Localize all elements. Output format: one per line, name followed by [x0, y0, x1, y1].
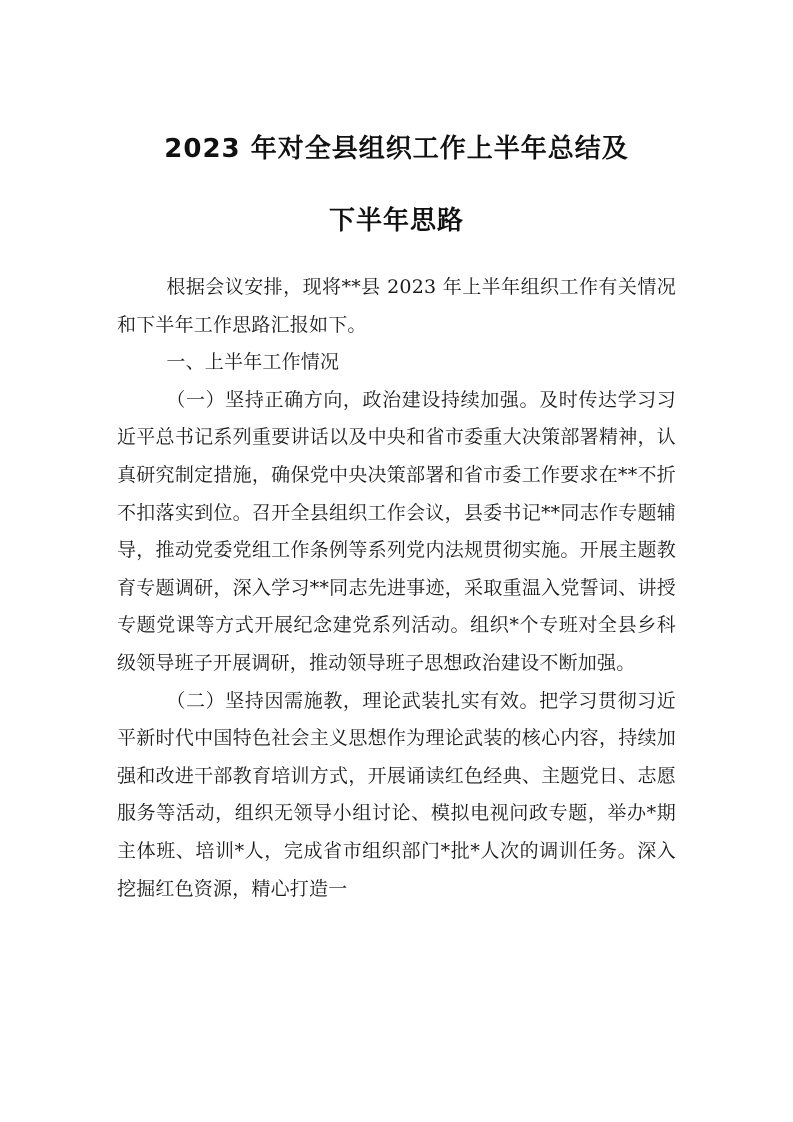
document-title-line-2: 下半年思路: [328, 206, 464, 236]
document-title-line-1: 2023 年对全县组织工作上半年总结及: [164, 134, 629, 164]
section-heading-1: 一、上半年工作情况: [166, 351, 340, 374]
paragraph-2: （二）坚持因需施教，理论武装扎实有效。把学习贯彻习近平新时代中国特色社会主义思想作为理论武装的核心内容，持续加强和改进干部教育培训方式，开展诵读红色经典、主题党日、志愿服务等活动，组织无领导小组讨论、模拟电视问政专题，举办*期主体班、培训*人，完成省市组织部门*批*人次的调训任务。深入挖掘红色资源，精心打造一: [117, 689, 676, 900]
paragraph-1: （一）坚持正确方向，政治建设持续加强。及时传达学习习近平总书记系列重要讲话以及中央和省市委重大决策部署精神，认真研究制定措施，确保党中央决策部署和省市委工作要求在**不折不扣落实到位。召开全县组织工作会议，县委书记**同志作专题辅导，推动党委党组工作条例等系列党内法规贯彻实施。开展主题教育专题调研，深入学习**同志先进事迹，采取重温入党誓词、讲授专题党课等方式开展纪念建党系列活动。组织*个专班对全县乡科级领导班子开展调研，推动领导班子思想政治建设不断加强。: [117, 388, 676, 674]
document-body: [117, 269, 676, 908]
intro-paragraph: 根据会议安排，现将**县 2023 年上半年组织工作有关情况和下半年工作思路汇报如下。: [117, 276, 676, 336]
